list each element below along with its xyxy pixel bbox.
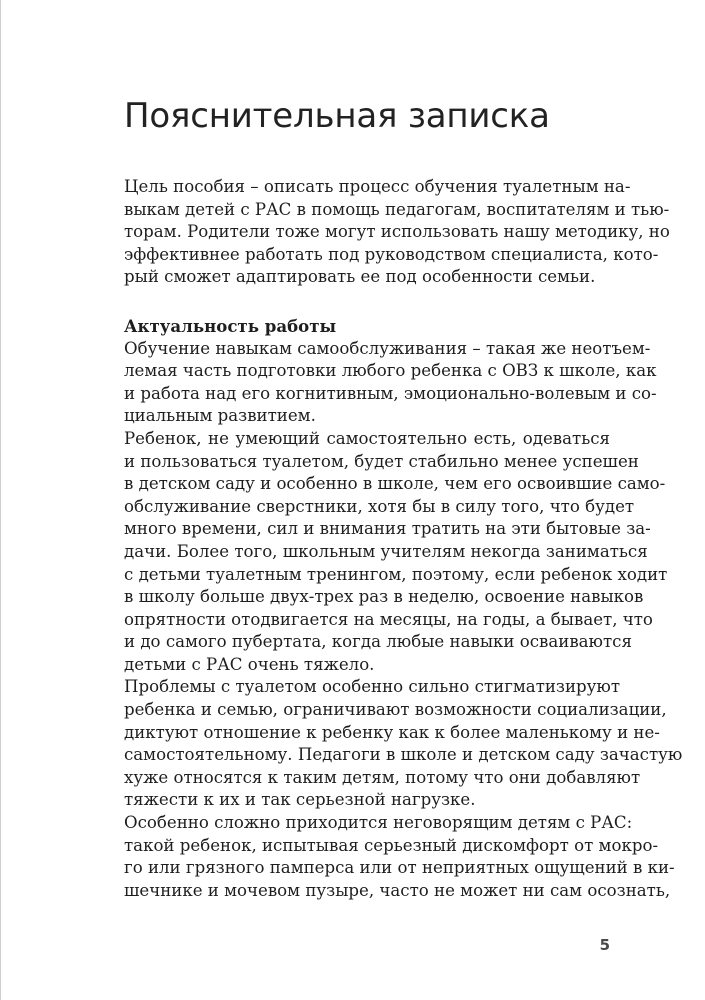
section-heading: Актуальность работы — [124, 315, 337, 336]
paragraph-line: детьми с РАС очень тяжело. — [124, 654, 375, 674]
paragraph-line: в школу больше двух-трех раз в неделю, освоение навыков — [124, 587, 644, 607]
intro-line: Цель пособия – описать процесс обучения туалетным на- — [124, 177, 631, 196]
body-text — [124, 176, 683, 902]
paragraph-line: диктуют отношение к ребенку как к более маленькому и не- — [124, 722, 660, 742]
paragraph-4 — [124, 812, 675, 902]
paragraph-line: такой ребенок, испытывая серьезный дискомфорт от мокро- — [124, 835, 659, 855]
page-title: Пояснительная записка — [124, 96, 550, 136]
paragraph-1 — [124, 338, 657, 428]
paragraph-line: в детском саду и особенно в школе, чем его освоившие само- — [124, 474, 666, 494]
paragraph-line: обслуживание сверстники, хотя бы в силу того, что будет — [124, 496, 635, 516]
paragraph-3 — [124, 676, 683, 812]
intro-line: эффективнее работать под руководством специалиста, кото- — [124, 244, 659, 264]
paragraph-line: и пользоваться туалетом, будет стабильно менее успешен — [124, 451, 639, 471]
intro-paragraph — [124, 176, 670, 289]
paragraph-line: Проблемы с туалетом особенно сильно стигматизируют — [124, 677, 621, 697]
intro-line: торам. Родители тоже могут использовать нашу методику, но — [124, 222, 670, 242]
paragraph-line: и работа над его когнитивным, эмоционально-волевым и со- — [124, 383, 657, 403]
paragraph-line: опрятности отодвигается на месяцы, на годы, а бывает, что — [124, 609, 653, 629]
intro-line: рый сможет адаптировать ее под особенности семьи. — [124, 267, 596, 287]
paragraph-line: с детьми туалетным тренингом, поэтому, если ребенок ходит — [124, 564, 668, 584]
paragraph-line: го или грязного памперса или от неприятных ощущений в ки- — [124, 858, 675, 878]
paragraph-line: дачи. Более того, школьным учителям некогда заниматься — [124, 541, 648, 561]
paragraph-line: шечнике и мочевом пузыре, часто не может ни сам осознать, — [124, 880, 671, 900]
page-number: 5 — [599, 936, 610, 954]
paragraph-line: Ребенок, не умеющий самостоятельно есть, одеваться — [124, 428, 610, 448]
paragraph-line: много времени, сил и внимания тратить на эти бытовые за- — [124, 519, 651, 539]
paragraph-line: и до самого пубертата, когда любые навыки осваиваются — [124, 632, 632, 652]
paragraph-gap — [124, 289, 610, 315]
intro-line: выкам детей с РАС в помощь педагогам, воспитателям и тью- — [124, 199, 670, 219]
paragraph-line: самостоятельному. Педагоги в школе и детском саду зачастую — [124, 745, 683, 765]
paragraph-line: хуже относятся к таким детям, потому что они добавляют — [124, 767, 641, 787]
paragraph-line: Особенно сложно приходится неговорящим детям с РАС: — [124, 813, 633, 833]
paragraph-line: циальным развитием. — [124, 406, 316, 426]
paragraph-line: тяжести к их и так серьезной нагрузке. — [124, 790, 476, 810]
paragraph-2 — [124, 428, 668, 677]
paragraph-line: ребенка и семью, ограничивают возможности социализации, — [124, 700, 667, 720]
paragraph-line: Обучение навыкам самообслуживания – такая же неотъем- — [124, 338, 651, 358]
paragraph-line: лемая часть подготовки любого ребенка с ОВЗ к школе, как — [124, 361, 657, 381]
